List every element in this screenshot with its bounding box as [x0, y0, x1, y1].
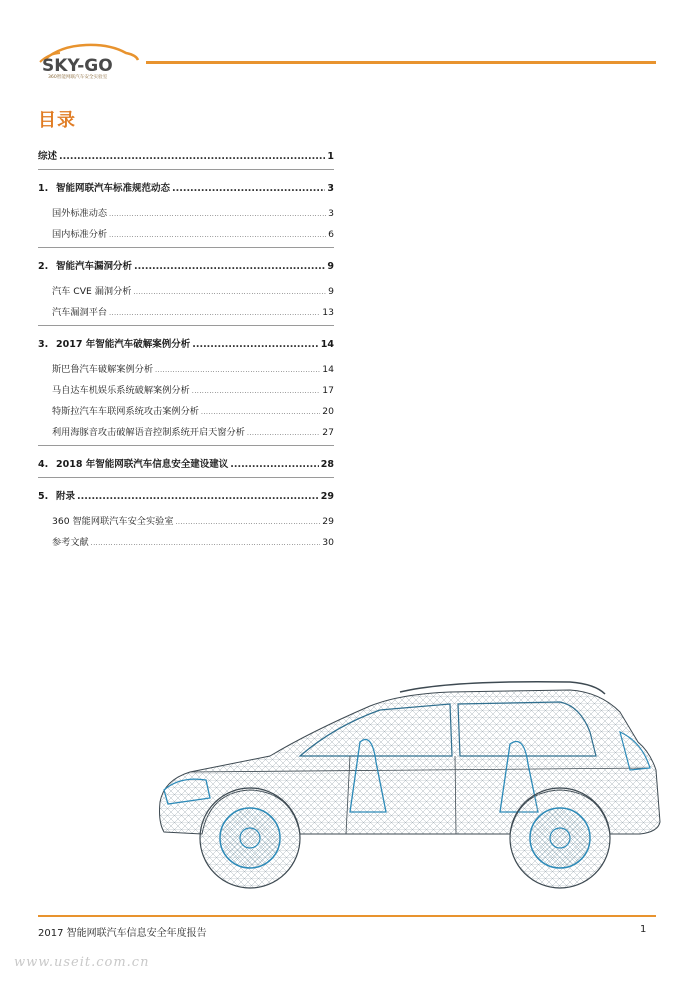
toc-entry-label: 360 智能网联汽车安全实验室 [52, 516, 174, 527]
toc-entry-label: 汽车漏洞平台 [52, 307, 108, 318]
toc-separator [38, 169, 334, 170]
toc-dot-leader [176, 519, 321, 526]
toc-entry-label: 附录 [56, 491, 76, 502]
toc-entry-label: 2017 年智能汽车破解案例分析 [56, 339, 191, 350]
toc-section-entry[interactable] [38, 304, 334, 318]
toc-separator [38, 477, 334, 478]
toc-chapter-entry[interactable] [38, 180, 334, 194]
toc-section-entry[interactable] [38, 361, 334, 375]
toc-dot-leader [59, 151, 325, 162]
toc-page-number: 29 [320, 491, 334, 502]
toc-entry-label: 国外标准动态 [52, 208, 108, 219]
toc-dot-leader [247, 430, 320, 437]
toc-section-entry[interactable] [38, 205, 334, 219]
toc-separator [38, 445, 334, 446]
toc-entry-label: 智能网联汽车标准规范动态 [56, 183, 171, 194]
toc-entry-label: 参考文献 [52, 537, 89, 548]
toc-section-entry[interactable] [38, 403, 334, 417]
toc-page-number: 14 [320, 339, 334, 350]
toc-entry-label: 马自达车机娱乐系统破解案例分析 [52, 385, 190, 396]
toc-entry-label: 智能汽车漏洞分析 [56, 261, 133, 272]
toc-page-number: 27 [322, 427, 334, 438]
logo-text: SKY-GO [42, 56, 113, 76]
header-rule [146, 61, 656, 64]
toc-entry-label: 利用海豚音攻击破解语音控制系统开启天窗分析 [52, 427, 245, 438]
toc-entry-label: 特斯拉汽车车联网系统攻击案例分析 [52, 406, 199, 417]
toc-dot-leader [201, 409, 320, 416]
toc-section-entry[interactable] [38, 513, 334, 527]
toc-chapter-number: 1. [38, 183, 49, 194]
toc-page-number: 3 [328, 208, 334, 219]
toc-separator [38, 325, 334, 326]
toc-page-number: 9 [327, 261, 334, 272]
toc-section-entry[interactable] [38, 283, 334, 297]
toc-dot-leader [109, 211, 326, 218]
toc-dot-leader [230, 459, 319, 470]
toc-page-number: 29 [322, 516, 334, 527]
toc-page-number: 6 [328, 229, 334, 240]
toc-entry-label: 斯巴鲁汽车破解案例分析 [52, 364, 154, 375]
toc-page-number: 17 [322, 385, 334, 396]
toc-page-number: 20 [322, 406, 334, 417]
toc-chapter-entry[interactable] [38, 148, 334, 162]
toc-page-number: 14 [322, 364, 334, 375]
toc-section-entry[interactable] [38, 424, 334, 438]
footer-rule [38, 915, 656, 917]
toc-dot-leader [192, 339, 319, 350]
toc-dot-leader [77, 491, 319, 502]
toc-dot-leader [134, 261, 325, 272]
toc-chapter-entry[interactable] [38, 456, 334, 470]
toc-page-number: 13 [322, 307, 334, 318]
toc-chapter-number: 5. [38, 491, 49, 502]
toc-entry-label: 国内标准分析 [52, 229, 108, 240]
toc-chapter-number: 3. [38, 339, 49, 350]
toc-section-entry[interactable] [38, 382, 334, 396]
toc-chapter-number: 2. [38, 261, 49, 272]
skygo-logo [38, 40, 146, 80]
toc-section-entry[interactable] [38, 534, 334, 548]
toc-entry-label: 汽车 CVE 漏洞分析 [52, 286, 132, 297]
toc-page-number: 30 [322, 537, 334, 548]
toc-dot-leader [109, 232, 326, 239]
toc-section-entry[interactable] [38, 226, 334, 240]
toc-entry-label: 综述 [38, 151, 58, 162]
table-of-contents [38, 148, 334, 555]
toc-title: 目录 [38, 110, 76, 131]
toc-chapter-number: 4. [38, 459, 49, 470]
footer-title: 2017 智能网联汽车信息安全年度报告 [38, 928, 207, 939]
toc-dot-leader [192, 388, 320, 395]
toc-dot-leader [155, 367, 320, 374]
toc-page-number: 1 [327, 151, 334, 162]
toc-chapter-entry[interactable] [38, 488, 334, 502]
toc-page-number: 9 [328, 286, 334, 297]
toc-chapter-entry[interactable] [38, 258, 334, 272]
toc-page-number: 3 [327, 183, 334, 194]
logo-subtext: 360智能网联汽车安全实验室 [48, 75, 108, 80]
toc-dot-leader [109, 310, 320, 317]
toc-entry-label: 2018 年智能网联汽车信息安全建设建议 [56, 459, 229, 470]
toc-separator [38, 247, 334, 248]
toc-dot-leader [133, 289, 326, 296]
watermark: www.useit.com.cn [14, 955, 150, 970]
toc-dot-leader [172, 183, 325, 194]
wireframe-car-illustration [150, 672, 670, 894]
toc-page-number: 28 [320, 459, 334, 470]
footer-page-number: 1 [640, 924, 647, 935]
toc-dot-leader [91, 540, 321, 547]
toc-chapter-entry[interactable] [38, 336, 334, 350]
